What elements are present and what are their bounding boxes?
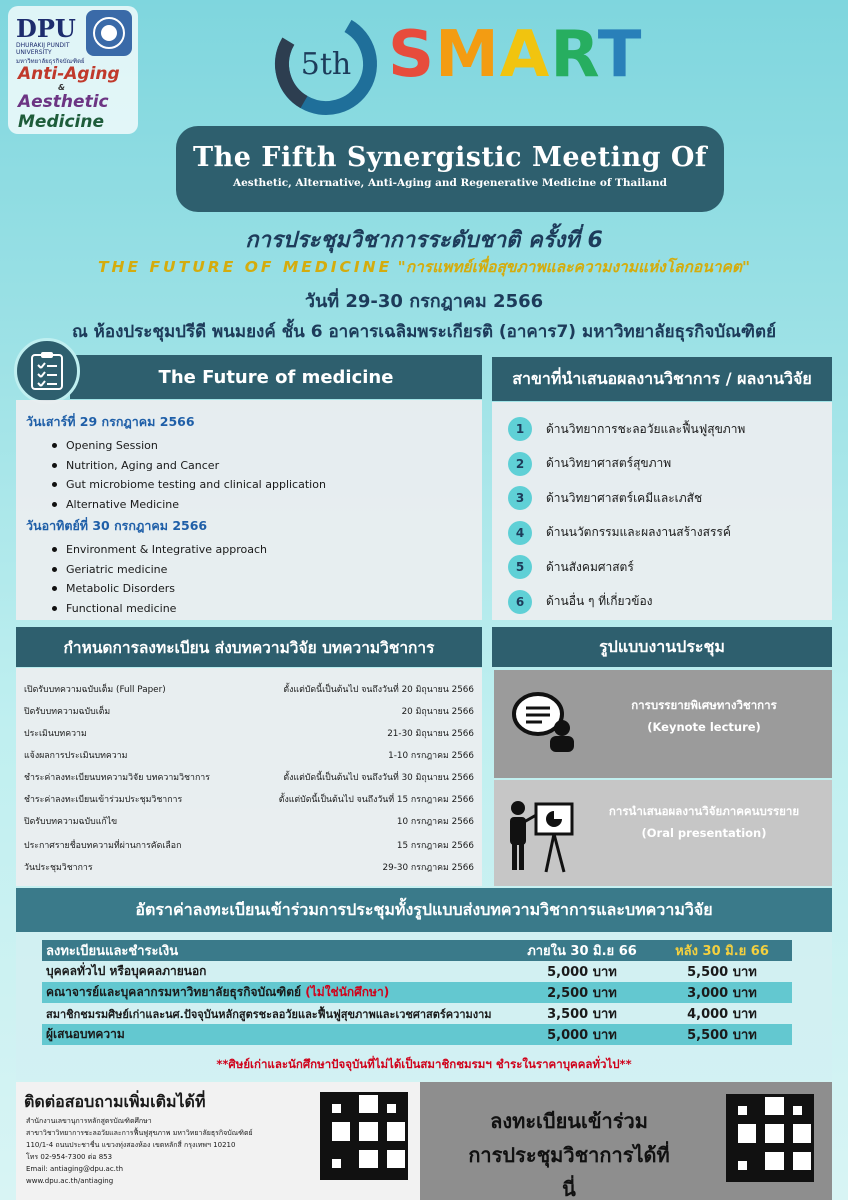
qr-module — [332, 1141, 341, 1150]
qr-module — [765, 1152, 774, 1161]
table-header-row — [42, 940, 792, 961]
smart-letter: M — [435, 18, 500, 92]
qr-module — [738, 1106, 747, 1115]
schedule-value: 15 กรกฎาคม 2566 — [396, 841, 474, 851]
fees-panel — [16, 932, 832, 1080]
qr-module — [323, 1150, 332, 1159]
schedule-value: ตั้งแต่บัดนี้เป็นต้นไป จนถึงวันที่ 30 มิถุนายน 2566 — [283, 773, 474, 783]
qr-module — [784, 1106, 793, 1115]
fee-late: 5,500 บาท — [687, 965, 757, 980]
qr-module — [765, 1133, 774, 1142]
qr-module — [756, 1106, 765, 1115]
qr-module — [359, 1141, 368, 1150]
qr-module — [775, 1115, 784, 1124]
checklist-icon — [14, 338, 80, 404]
qr-module — [341, 1141, 350, 1150]
qr-module — [323, 1131, 332, 1140]
qr-module — [359, 1095, 368, 1104]
item-number: 1 — [508, 417, 532, 441]
qr-module — [747, 1106, 756, 1115]
fee-early: 5,000 บาท — [512, 1024, 652, 1045]
contact-line: โทร 02-954-7300 ต่อ 853 — [26, 1153, 113, 1161]
oral-subtitle: (Oral presentation) — [641, 826, 767, 840]
qr-module — [396, 1159, 405, 1168]
oral-title: การนำเสนอผลงานวิจัยภาคคนบรรยาย — [608, 804, 800, 818]
qr-module — [369, 1159, 378, 1168]
qr-module — [359, 1159, 368, 1168]
item-label: ด้านนวัตกรรมและผลงานสร้างสรรค์ — [546, 525, 731, 540]
contact-line: สำนักงานเลขานุการหลักสูตรบัณฑิตศึกษา — [26, 1117, 152, 1125]
qr-module — [765, 1124, 774, 1133]
qr-module — [802, 1152, 811, 1161]
speech-person-icon — [510, 688, 578, 754]
item-label: ด้านวิทยาศาสตร์สุขภาพ — [546, 456, 672, 471]
list-item — [508, 550, 832, 585]
qr-module — [802, 1170, 811, 1179]
qr-module — [341, 1159, 350, 1168]
format-heading: รูปแบบงานประชุม — [492, 627, 832, 667]
fee-late: 4,000 บาท — [687, 1007, 757, 1022]
schedule-value: 1-10 กรกฎาคม 2566 — [388, 751, 474, 761]
smart-letter: S — [388, 18, 436, 92]
qr-module — [369, 1095, 378, 1104]
schedule-value: 20 มิถุนายน 2566 — [401, 707, 474, 717]
qr-module — [793, 1152, 802, 1161]
qr-module — [369, 1150, 378, 1159]
schedule-value: 29-30 กรกฎาคม 2566 — [382, 863, 474, 873]
day2-title: วันอาทิตย์ที่ 30 กรกฎาคม 2566 — [26, 518, 208, 533]
qr-module — [775, 1161, 784, 1170]
event-date: วันที่ 29-30 กรกฎาคม 2566 — [304, 291, 544, 312]
qr-module — [747, 1143, 756, 1152]
list-item: Alternative Medicine — [52, 495, 482, 515]
qr-module — [775, 1124, 784, 1133]
qr-module — [793, 1097, 802, 1106]
qr-module — [747, 1124, 756, 1133]
event-venue: ณ ห้องประชุมปรีดี พนมยงค์ ชั้น 6 อาคารเฉลิมพระเกียรติ (อาคาร7) มหาวิทยาลัยธุรกิจบัณฑิตย์ — [71, 322, 777, 342]
qr-module — [729, 1152, 738, 1161]
qr-module — [802, 1133, 811, 1142]
qr-module — [332, 1095, 341, 1104]
qr-module — [350, 1168, 359, 1177]
fee-late: 5,500 บาท — [652, 1024, 792, 1045]
schedule-label: ปิดรับบทความฉบับแก้ไข — [24, 817, 118, 827]
fee-label-text: บุคคลทั่วไป หรือบุคคลภายนอก — [46, 964, 207, 978]
tagline-th: "การแพทย์เพื่อสุขภาพและความงามแห่งโลกอนาคต" — [397, 258, 751, 276]
qr-module — [378, 1104, 387, 1113]
qr-module — [332, 1104, 341, 1113]
qr-module — [387, 1095, 396, 1104]
fee-label — [42, 1003, 512, 1024]
list-item: Metabolic Disorders — [52, 579, 482, 599]
qr-module — [802, 1115, 811, 1124]
day1-list — [52, 436, 482, 514]
qr-module — [323, 1122, 332, 1131]
smart-letter: R — [550, 18, 598, 92]
program-logo-line-1: Anti-Aging — [18, 64, 120, 84]
schedule-panel — [16, 668, 482, 886]
qr-module — [775, 1152, 784, 1161]
qr-module — [802, 1124, 811, 1133]
qr-module — [350, 1104, 359, 1113]
qr-module — [784, 1143, 793, 1152]
register-panel — [420, 1082, 832, 1200]
qr-module — [802, 1143, 811, 1152]
list-item — [508, 585, 832, 620]
qr-module — [369, 1104, 378, 1113]
main-title: The Fifth Synergistic Meeting Of — [193, 142, 707, 173]
qr-module — [378, 1159, 387, 1168]
qr-module — [802, 1106, 811, 1115]
qr-module — [323, 1168, 332, 1177]
day1-title: วันเสาร์ที่ 29 กรกฎาคม 2566 — [26, 414, 195, 429]
qr-module — [396, 1113, 405, 1122]
qr-module — [784, 1124, 793, 1133]
qr-module — [793, 1170, 802, 1179]
qr-module — [369, 1141, 378, 1150]
keynote-box — [494, 670, 832, 778]
qr-module — [765, 1097, 774, 1106]
qr-module — [350, 1095, 359, 1104]
smart-letter: A — [499, 18, 551, 92]
keynote-subtitle: (Keynote lecture) — [647, 720, 761, 734]
qr-module — [350, 1150, 359, 1159]
qr-module — [784, 1133, 793, 1142]
item-number: 4 — [508, 521, 532, 545]
item-label: ด้านอื่น ๆ ที่เกี่ยวข้อง — [546, 594, 653, 609]
qr-module — [756, 1161, 765, 1170]
qr-module — [332, 1113, 341, 1122]
qr-module — [793, 1143, 802, 1152]
qr-module — [359, 1113, 368, 1122]
schedule-value: 21-30 มิถุนายน 2566 — [387, 729, 474, 739]
item-number: 2 — [508, 452, 532, 476]
qr-module — [359, 1104, 368, 1113]
qr-module — [350, 1113, 359, 1122]
sub-title: Aesthetic, Alternative, Anti-Aging and Regenerative Medicine of Thailand — [232, 177, 668, 189]
title-banner — [176, 126, 724, 212]
qr-module — [341, 1122, 350, 1131]
qr-module — [793, 1106, 802, 1115]
qr-module — [369, 1131, 378, 1140]
qr-module — [341, 1095, 350, 1104]
fee-late: 3,000 บาท — [652, 982, 792, 1003]
qr-module — [378, 1113, 387, 1122]
qr-module — [387, 1122, 396, 1131]
qr-module — [765, 1106, 774, 1115]
qr-module — [729, 1124, 738, 1133]
qr-module — [729, 1106, 738, 1115]
research-heading: สาขาที่นำเสนอผลงานวิชาการ / ผลงานวิจัย — [492, 357, 832, 401]
fee-early: 5,000 บาท — [547, 965, 617, 980]
qr-module — [738, 1097, 747, 1106]
register-cta — [464, 1104, 674, 1200]
contact-email[interactable]: Email: antiaging@dpu.ac.th — [26, 1165, 124, 1173]
schedule-label: ปิดรับบทความฉบับเต็ม — [24, 707, 111, 717]
qr-module — [756, 1143, 765, 1152]
qr-module — [350, 1131, 359, 1140]
qr-module — [756, 1124, 765, 1133]
register-qr-code[interactable] — [726, 1094, 814, 1182]
qr-module — [332, 1168, 341, 1177]
fee-label — [42, 961, 512, 982]
table-row — [42, 1024, 792, 1045]
schedule-label: ประกาศรายชื่อบทความที่ผ่านการคัดเลือก — [24, 841, 182, 851]
fee-label-text: คณาจารย์และบุคลากรมหาวิทยาลัยธุรกิจบัณฑิตย์ — [46, 985, 306, 999]
column-header: ภายใน 30 มิ.ย 66 — [512, 940, 652, 961]
contact-qr-code[interactable] — [320, 1092, 408, 1180]
qr-module — [387, 1131, 396, 1140]
qr-module — [341, 1131, 350, 1140]
qr-module — [323, 1113, 332, 1122]
qr-module — [756, 1170, 765, 1179]
fee-label — [42, 1024, 512, 1045]
list-item: Geriatric medicine — [52, 560, 482, 580]
qr-module — [756, 1152, 765, 1161]
table-row — [42, 982, 792, 1003]
schedule-value: 10 กรกฎาคม 2566 — [396, 817, 474, 827]
contact-website[interactable]: www.dpu.ac.th/antiaging — [26, 1177, 114, 1185]
qr-module — [359, 1168, 368, 1177]
qr-module — [387, 1141, 396, 1150]
future-panel — [16, 400, 482, 620]
qr-module — [378, 1095, 387, 1104]
item-label: ด้านวิทยาศาสตร์เคมีและเภสัช — [546, 490, 703, 505]
program-logo-line-2: Aesthetic — [18, 92, 109, 112]
qr-module — [359, 1150, 368, 1159]
fee-label-note: (ไม่ใช่นักศึกษา) — [305, 985, 390, 999]
qr-module — [729, 1115, 738, 1124]
qr-module — [396, 1168, 405, 1177]
qr-module — [802, 1161, 811, 1170]
qr-module — [396, 1150, 405, 1159]
qr-module — [378, 1150, 387, 1159]
tagline-en: THE FUTURE OF MEDICINE — [97, 258, 393, 276]
qr-module — [387, 1150, 396, 1159]
keynote-title: การบรรยายพิเศษทางวิชาการ — [631, 698, 777, 712]
qr-module — [784, 1170, 793, 1179]
register-cta-line-2: การประชุมวิชาการได้ที่นี่ — [468, 1143, 670, 1200]
qr-module — [341, 1104, 350, 1113]
fees-table — [42, 940, 792, 1045]
qr-module — [387, 1113, 396, 1122]
schedule-heading: กำหนดการลงทะเบียน ส่งบทความวิจัย บทความวิชาการ — [16, 627, 482, 667]
qr-module — [793, 1161, 802, 1170]
item-number: 6 — [508, 590, 532, 614]
fee-early: 2,500 บาท — [512, 982, 652, 1003]
qr-module — [378, 1122, 387, 1131]
qr-module — [756, 1115, 765, 1124]
qr-module — [378, 1131, 387, 1140]
list-item — [508, 481, 832, 516]
qr-module — [738, 1170, 747, 1179]
qr-module — [359, 1122, 368, 1131]
qr-module — [332, 1122, 341, 1131]
qr-module — [341, 1168, 350, 1177]
qr-module — [775, 1133, 784, 1142]
list-item — [508, 447, 832, 482]
schedule-label: เปิดรับบทความฉบับเต็ม (Full Paper) — [24, 685, 166, 695]
contact-title: ติดต่อสอบถามเพิ่มเติมได้ที่ — [24, 1092, 206, 1111]
qr-module — [387, 1104, 396, 1113]
qr-module — [378, 1141, 387, 1150]
contact-line: 110/1-4 ถนนประชาชื่น แขวงทุ่งสองห้อง เขตหลักสี่ กรุงเทพฯ 10210 — [26, 1141, 236, 1149]
list-item: Opening Session — [52, 436, 482, 456]
fees-heading: อัตราค่าลงทะเบียนเข้าร่วมการประชุมทั้งรูปแบบส่งบทความวิชาการและบทความวิจัย — [16, 888, 832, 932]
qr-module — [793, 1115, 802, 1124]
qr-module — [396, 1104, 405, 1113]
contact-panel — [16, 1082, 420, 1200]
qr-module — [747, 1115, 756, 1124]
qr-module — [369, 1122, 378, 1131]
schedule-value: ตั้งแต่บัดนี้เป็นต้นไป จนถึงวันที่ 20 มิถุนายน 2566 — [283, 685, 474, 695]
qr-module — [747, 1133, 756, 1142]
schedule-label: ชำระค่าลงทะเบียนบทความวิจัย บทความวิชาการ — [24, 773, 210, 783]
qr-module — [729, 1143, 738, 1152]
qr-module — [341, 1150, 350, 1159]
qr-module — [729, 1097, 738, 1106]
qr-module — [765, 1115, 774, 1124]
fee-label — [42, 982, 512, 1003]
schedule-label: วันประชุมวิชาการ — [24, 863, 93, 873]
qr-module — [784, 1152, 793, 1161]
qr-module — [332, 1150, 341, 1159]
qr-module — [784, 1097, 793, 1106]
qr-module — [323, 1141, 332, 1150]
qr-module — [350, 1141, 359, 1150]
thai-title: การประชุมวิชาการระดับชาติ ครั้งที่ 6 — [245, 228, 603, 253]
oral-box — [494, 780, 832, 886]
qr-module — [396, 1122, 405, 1131]
schedule-label: ชำระค่าลงทะเบียนเข้าร่วมประชุมวิชาการ — [24, 795, 183, 805]
qr-module — [359, 1131, 368, 1140]
program-logo-line-3: Medicine — [18, 112, 104, 132]
list-item — [508, 516, 832, 551]
fee-label-text: สมาชิกชมรมศิษย์เก่าและนศ.ปัจจุบันหลักสูตรชะลอวัยและฟื้นฟูสุขภาพและเวชศาสตร์ความงาม — [46, 1007, 492, 1021]
qr-module — [747, 1161, 756, 1170]
fee-label-text: ผู้เสนอบทความ — [46, 1027, 125, 1041]
qr-module — [738, 1143, 747, 1152]
qr-module — [323, 1104, 332, 1113]
research-panel — [492, 402, 832, 620]
qr-module — [738, 1115, 747, 1124]
qr-module — [729, 1161, 738, 1170]
qr-module — [765, 1161, 774, 1170]
qr-module — [738, 1124, 747, 1133]
program-logo-ampersand: & — [58, 83, 65, 92]
smart-letter: T — [597, 18, 643, 92]
qr-module — [765, 1143, 774, 1152]
contact-line: สาขาวิชาวิทยาการชะลอวัยและการฟื้นฟูสุขภาพ มหาวิทยาลัยธุรกิจบัณฑิตย์ — [26, 1129, 253, 1137]
qr-module — [332, 1131, 341, 1140]
qr-module — [802, 1097, 811, 1106]
day2-list — [52, 540, 482, 618]
register-cta-line-1: ลงทะเบียนเข้าร่วม — [490, 1109, 648, 1133]
column-header: หลัง 30 มิ.ย 66 — [652, 940, 792, 961]
table-row — [42, 961, 792, 982]
qr-module — [775, 1170, 784, 1179]
item-number: 5 — [508, 555, 532, 579]
qr-module — [369, 1168, 378, 1177]
qr-module — [784, 1161, 793, 1170]
qr-module — [332, 1159, 341, 1168]
qr-module — [369, 1113, 378, 1122]
program-logo — [18, 64, 120, 132]
schedule-label: แจ้งผลการประเมินบทความ — [24, 751, 128, 761]
qr-module — [341, 1113, 350, 1122]
qr-module — [729, 1170, 738, 1179]
qr-module — [747, 1170, 756, 1179]
dpu-logo: DPU — [16, 14, 76, 43]
list-item: Environment & Integrative approach — [52, 540, 482, 560]
list-item: Functional medicine — [52, 599, 482, 619]
list-item: Nutrition, Aging and Cancer — [52, 456, 482, 476]
tagline — [0, 254, 848, 279]
qr-module — [738, 1152, 747, 1161]
column-header: ลงทะเบียนและชำระเงิน — [42, 940, 512, 961]
qr-module — [756, 1097, 765, 1106]
qr-module — [738, 1133, 747, 1142]
item-label: ด้านวิทยาการชะลอวัยและฟื้นฟูสุขภาพ — [546, 421, 746, 436]
fifth-ring-logo — [270, 8, 382, 120]
qr-module — [350, 1122, 359, 1131]
item-label: ด้านสังคมศาสตร์ — [546, 559, 634, 574]
fees-note: **ศิษย์เก่าและนักศึกษาปัจจุบันที่ไม่ได้เป็นสมาชิกชมรมฯ ชำระในราคาบุคคลทั่วไป** — [216, 1057, 632, 1071]
schedule-value: ตั้งแต่บัดนี้เป็นต้นไป จนถึงวันที่ 15 กรกฎาคม 2566 — [278, 795, 474, 805]
qr-module — [784, 1115, 793, 1124]
qr-module — [396, 1141, 405, 1150]
qr-module — [378, 1168, 387, 1177]
qr-module — [729, 1133, 738, 1142]
qr-module — [775, 1143, 784, 1152]
qr-module — [396, 1095, 405, 1104]
qr-module — [350, 1159, 359, 1168]
qr-module — [775, 1097, 784, 1106]
qr-module — [765, 1170, 774, 1179]
presenter-icon — [504, 798, 578, 874]
qr-module — [323, 1159, 332, 1168]
list-item: Gut microbiome testing and clinical application — [52, 475, 482, 495]
qr-module — [738, 1161, 747, 1170]
qr-module — [396, 1131, 405, 1140]
qr-module — [793, 1133, 802, 1142]
edition-label: 5th — [300, 47, 352, 82]
item-number: 3 — [508, 486, 532, 510]
smart-wordmark — [388, 18, 642, 92]
university-seal-icon — [86, 10, 132, 56]
table-row — [42, 1003, 792, 1024]
qr-module — [793, 1124, 802, 1133]
qr-module — [387, 1159, 396, 1168]
future-heading: The Future of medicine — [70, 355, 482, 399]
qr-module — [747, 1152, 756, 1161]
dpu-subtitle: DHURAKIJ PUNDIT UNIVERSITY มหาวิทยาลัยธุรกิจบัณฑิตย์ — [16, 42, 85, 65]
qr-module — [387, 1168, 396, 1177]
qr-module — [323, 1095, 332, 1104]
qr-module — [747, 1097, 756, 1106]
list-item — [508, 412, 832, 447]
qr-module — [775, 1106, 784, 1115]
schedule-label: ประเมินบทความ — [24, 729, 87, 739]
qr-module — [756, 1133, 765, 1142]
fee-early: 3,500 บาท — [547, 1007, 617, 1022]
